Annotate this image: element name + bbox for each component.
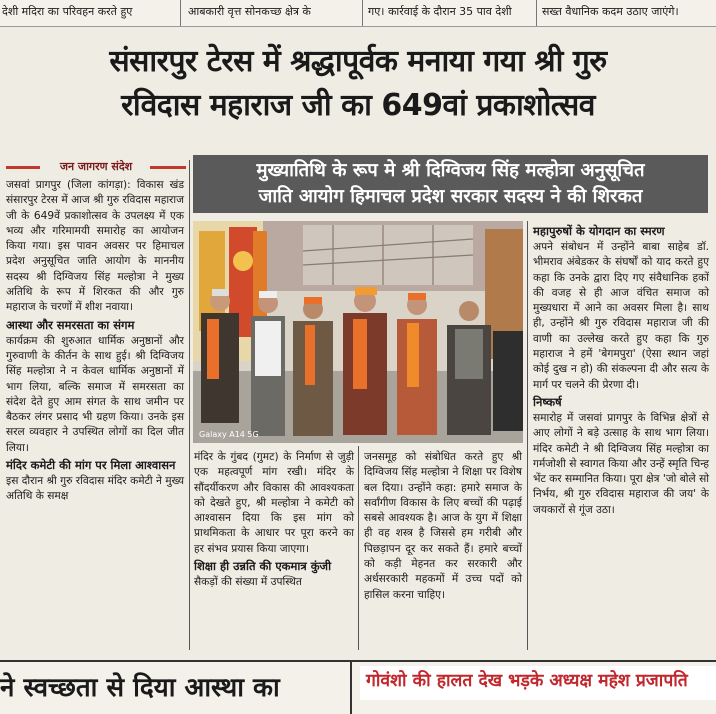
column-rule — [189, 160, 190, 650]
source-tag-label: जन जागरण संदेश — [59, 160, 133, 173]
article-paragraph: जसवां प्रागपुर (जिला कांगड़ा): विकास खंड संसारपुर टेरस में आज श्री गुरु रविदास महाराज जी के 649वें प्रकाशोत्सव के उपलक्ष्य में एक भव्य और गरिमामयी समारोह का आयोजन किया गया। इस पावन अवसर पर हिमाचल प्रदेश अनुसूचित जाति आयोग के माननीय सदस्य श्री दिग्विजय सिंह मल्होत्रा ने मुख्य अतिथि के रूप में शिरकत की और गुरु महाराज के चरणों में शीश नवाया। — [6, 179, 184, 314]
article-paragraph: कार्यक्रम की शुरुआत धार्मिक अनुष्ठानों और गुरुवाणी के कीर्तन के साथ हुई। श्री दिग्विजय सिंह मल्होत्रा ने न केवल धार्मिक अनुष्ठानों में भाग लिया, बल्कि समाज में समरसता का संदेश देते हुए आम संगत के साथ जमीन पर बैठकर लंगर प्रसाद भी ग्रहण किया। उनके इस सरल व्यवहार ने उपस्थित लोगों का दिल जीत लिया। — [6, 334, 184, 454]
subheading: आस्था और समरसता का संगम — [6, 317, 135, 332]
source-tag — [0, 160, 190, 174]
column-divider — [350, 662, 352, 714]
strip-fragment: सख्त वैधानिक कदम उठाए जाएंगे। — [542, 5, 679, 18]
subheading: मंदिर कमेटी की मांग पर मिला आश्वासन — [6, 458, 176, 473]
column-rule — [527, 221, 528, 650]
column-divider — [180, 0, 181, 26]
headline-line-2: रविदास महाराज जी का 649वां प्रकाशोत्सव — [121, 88, 595, 123]
photo-watermark: Galaxy A14 5G — [199, 430, 259, 439]
sub-headline-deck — [193, 155, 708, 213]
article-column-1 — [6, 178, 184, 505]
subheading: महापुरुषों के योगदान का स्मरण — [533, 224, 665, 238]
main-headline — [0, 40, 716, 128]
next-headline-right: गोवंशो की हालत देख भड़के अध्यक्ष महेश प्रजापति — [360, 666, 716, 700]
article-paragraph: जनसमूह को संबोधित करते हुए श्री दिग्विजय सिंह मल्होत्रा ने शिक्षा पर विशेष बल दिया। उन्होंने कहा: हमारे समाज के सर्वांगीण विकास के लिए बच्चों की पढ़ाई सबसे आवश्यक है। आज के युग में शिक्षा ही वह शस्त्र है जिससे हम गरीबी और पिछड़ापन दूर कर सकते हैं। हमारे बच्चों को कड़ी मेहनत कर सरकारी और अर्धसरकारी महकमों में उच्च पदों को हासिल करना चाहिए। — [364, 451, 522, 601]
article-column-4 — [533, 222, 709, 518]
event-photo — [193, 221, 523, 443]
subheading: निष्कर्ष — [533, 394, 562, 409]
deck-line-2: जाति आयोग हिमाचल प्रदेश सरकार सदस्य ने की शिरकत — [258, 186, 643, 207]
strip-fragment: आबकारी वृत्त सोनकच्छ क्षेत्र के — [188, 5, 311, 18]
tag-rule — [6, 166, 40, 169]
tag-rule — [150, 166, 186, 169]
column-rule — [358, 446, 359, 650]
column-divider — [362, 0, 363, 26]
article-paragraph: इस दौरान श्री गुरु रविदास मंदिर कमेटी ने मुख्य अतिथि के समक्ष — [6, 475, 184, 503]
article-paragraph: मंदिर के गुंबद (गुमट) के निर्माण से जुड़ी एक महत्वपूर्ण मांग रखी। मंदिर के सौंदर्यीकरण और विकास की आवश्यकता को देखते हुए, श्री मल्होत्रा ने कमेटी को आश्वासन दिया कि इस मांग को प्राथमिकता के आधार पर पूरा करने का हर संभव प्रयास किया जाएगा। — [194, 451, 354, 555]
strip-fragment: देशी मदिरा का परिवहन करते हुए — [2, 5, 133, 18]
article-paragraph: अपने संबोधन में उन्होंने बाबा साहेब डॉ. भीमराव अंबेडकर के संघर्षों को याद करते हुए कहा कि उनके द्वारा दिए गए संवैधानिक हकों की वजह से ही आज वंचित समाज को मुख्यधारा में आने का अवसर मिला है। साथ ही, उन्होंने श्री गुरु रविदास महाराज जी की वाणी का उल्लेख करते हुए कहा कि गुरु महाराज ने हमें 'बेगमपुरा' (ऐसा स्थान जहां कोई दुख न हो) की संकल्पना दी और सत्य के मार्ग पर चलने की प्रेरणा दी। — [533, 241, 709, 391]
subheading: शिक्षा ही उन्नति की एकमात्र कुंजी — [194, 559, 332, 574]
event-photo-illustration — [193, 221, 523, 443]
strip-fragment: गए। कार्रवाई के दौरान 35 पाव देशी — [368, 5, 512, 18]
article-column-3 — [364, 450, 522, 603]
next-headline-left: ने स्वच्छता से दिया आस्था का — [0, 673, 280, 703]
next-articles-strip — [0, 660, 716, 714]
headline-line-1: संसारपुर टेरस में श्रद्धापूर्वक मनाया गया श्री गुरु — [109, 44, 607, 79]
article-paragraph: सैकड़ों की संख्या में उपस्थित — [194, 576, 302, 589]
deck-line-1: मुख्यातिथि के रूप मे श्री दिग्विजय सिंह मल्होत्रा अनुसूचित — [256, 160, 645, 181]
article-paragraph: समारोह में जसवां प्रागपुर के विभिन्न क्षेत्रों से आए लोगों ने बड़े उत्साह के साथ भाग लिया। मंदिर कमेटी ने श्री दिग्विजय सिंह मल्होत्रा का गर्मजोशी से स्वागत किया और उन्हें स्मृति चिन्ह भेंट कर सम्मानित किया। पूरा क्षेत्र 'जो बोले सो निर्भय, श्री गुरु रविदास महाराज की जय' के जयकारों से गूंज उठा। — [533, 411, 709, 516]
column-divider — [536, 0, 537, 26]
previous-article-strip — [0, 0, 716, 27]
article-column-2 — [194, 450, 354, 590]
